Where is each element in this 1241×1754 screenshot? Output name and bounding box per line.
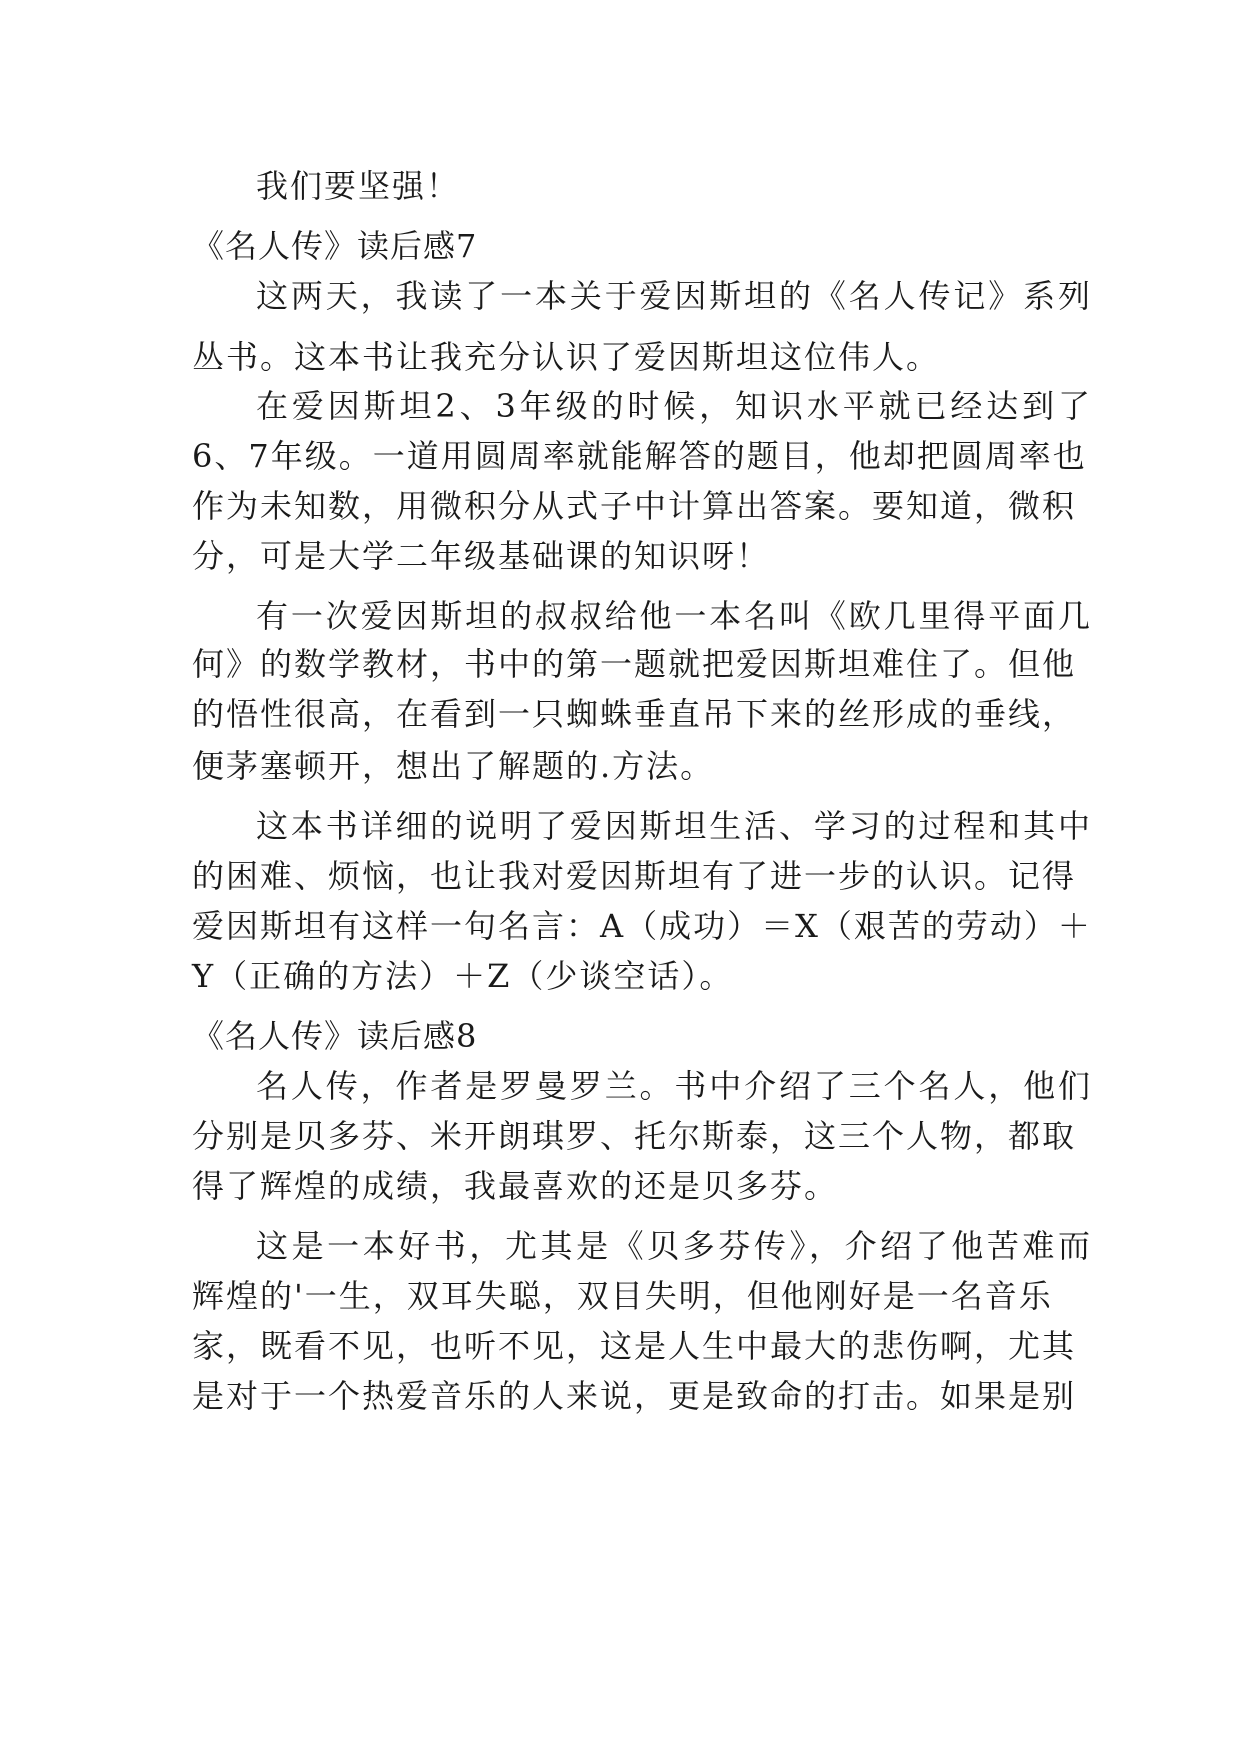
paragraph-line: 便茅塞顿开，想出了解题的.方法。 (192, 747, 715, 785)
section-heading: 《名人传》读后感7 (192, 227, 478, 265)
paragraph-line: 分，可是大学二年级基础课的知识呀！ (192, 537, 771, 575)
paragraph-line: 何》的数学教材，书中的第一题就把爱因斯坦难住了。但他 (192, 645, 1077, 683)
paragraph-line: 的悟性很高，在看到一只蜘蛛垂直吊下来的丝形成的垂线， (192, 695, 1077, 733)
paragraph-line: 这是一本好书，尤其是《贝多芬传》，介绍了他苦难而 (256, 1227, 1092, 1265)
paragraph-line: 名人传，作者是罗曼罗兰。书中介绍了三个名人，他们 (256, 1067, 1092, 1105)
paragraph-line: Y（正确的方法）＋Z（少谈空话）。 (192, 957, 734, 995)
paragraph-line: 辉煌的'一生，双耳失聪，双目失明，但他刚好是一名音乐 (192, 1277, 1053, 1315)
paragraph-line: 6、7年级。一道用圆周率就能解答的题目，他却把圆周率也 (192, 437, 1087, 475)
paragraph-line: 在爱因斯坦2、3年级的时候，知识水平就已经达到了 (256, 387, 1092, 425)
paragraph-line: 作为未知数，用微积分从式子中计算出答案。要知道，微积 (192, 487, 1077, 525)
paragraph-line: 这两天，我读了一本关于爱因斯坦的《名人传记》系列 (256, 277, 1092, 315)
paragraph-line: 这本书详细的说明了爱因斯坦生活、学习的过程和其中 (256, 807, 1092, 845)
paragraph-line: 家，既看不见，也听不见，这是人生中最大的悲伤啊，尤其 (192, 1327, 1077, 1365)
paragraph-line: 分别是贝多芬、米开朗琪罗、托尔斯泰，这三个人物，都取 (192, 1117, 1077, 1155)
section-heading: 《名人传》读后感8 (192, 1017, 478, 1055)
paragraph-line: 是对于一个热爱音乐的人来说，更是致命的打击。如果是别 (192, 1377, 1077, 1415)
paragraph-line: 的困难、烦恼，也让我对爱因斯坦有了进一步的认识。记得 (192, 857, 1077, 895)
paragraph-line: 爱因斯坦有这样一句名言：A（成功）＝X（艰苦的劳动）＋ (192, 907, 1092, 945)
paragraph-line: 有一次爱因斯坦的叔叔给他一本名叫《欧几里得平面几 (256, 597, 1092, 635)
paragraph-line: 得了辉煌的成绩，我最喜欢的还是贝多芬。 (192, 1167, 839, 1205)
paragraph-line: 我们要坚强！ (256, 167, 461, 205)
paragraph-line: 丛书。这本书让我充分认识了爱因斯坦这位伟人。 (192, 338, 941, 376)
